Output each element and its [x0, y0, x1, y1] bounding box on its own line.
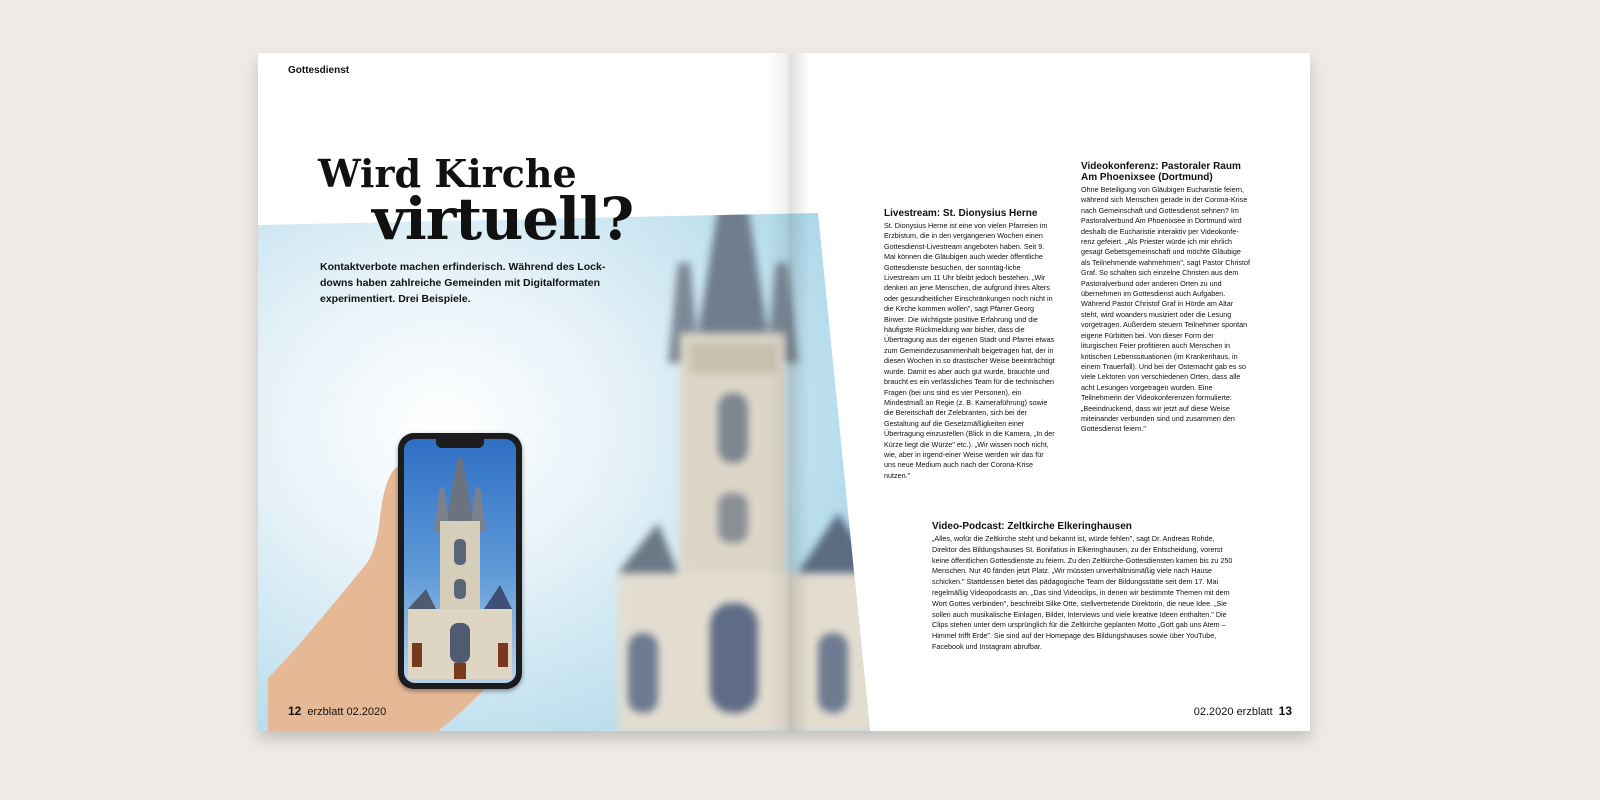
page-left: [258, 53, 784, 731]
section-label: Gottesdienst: [288, 65, 350, 76]
article-videokonferenz: [1081, 161, 1251, 435]
article-body: Ohne Beteiligung von Gläubigen Eucharistie feiern, während sich Menschen gerade in der Corona-Krise nach Gemeinschaft und Gottesdienst sehnen? Im Pastoralverbund Am Phoenixsee in Dortmund wird deshalb die Eucharistie interaktiv per Videokonfe-renz gefeiert. „Als Priester würde ich mir ehrlich gesagt Gebetsgemeinschaft und möchte Gläubige als Teilnehmende wahrnehmen", sagt Pastor Christof Graf. So schalten sich einzelne Christen aus dem Pastoralverbund oder anderen Orten zu und übernehmen im Gottesdienst auch Aufgaben. Während Pastor Christof Graf in Hörde am Altar steht, wird woanders musiziert oder die Lesung vorgetragen. Außerdem steuern Teilnehmer spontan eigene Fürbitten bei. Von dieser Form der liturgischen Feier profitieren auch Menschen in kritischen Lebenssituationen (im Krankenhaus, in einem Trauerfall). Und bei der Ostemacht gab es so viele Lektoren von verschiedenen Orten, dass alle acht Lesungen vorgetragen wurden. Eine Teilnehmerin der Videokonferenzen formulierte: „Beeindruckend, dass wir jetzt auf diese Weise miteinander verbunden sind und zusammen den Gottesdienst feiern.": [1081, 185, 1251, 434]
lead-paragraph: Kontaktverbote machen erfinderisch. Während des Lock-downs haben zahlreiche Gemeinden mit Digitalformaten experimentiert. Drei Beispiele.: [320, 261, 606, 305]
article-livestream: [884, 208, 1056, 481]
article-title: Livestream: St. Dionysius Herne: [884, 208, 1038, 219]
article-title: Videokonferenz: Pastoraler Raum Am Phoenixsee (Dortmund): [1081, 161, 1241, 183]
headline-line-2: virtuell?: [372, 185, 634, 253]
phone-notch: [436, 439, 484, 448]
headline-line-1: Wird Kirche: [318, 151, 577, 196]
article-body: „Alles, wofür die Zeltkirche steht und bekannt ist, würde fehlen", sagt Dr. Andreas Rohde, Direktor des Bildungshauses St. Bonifatius in Elkeringhausen, zu der Entscheidung, vorerst keine öffentlichen Gottesdienste zu feiern. Zu den Zeltkirche-Gottesdiensten kamen bis zu 250 Menschen. Nur 40 fänden jetzt Platz. „Wir müssten unverhältnismäßig viele nach Hause schicken." Stattdessen bietet das pädagogische Team der Bildungsstätte seit dem 17. Mai regelmäßig Videopodcasts an. „Das sind Videoclips, in denen wir bestimmte Themen mit dem Wort Gottes verbinden", beschreibt Silke Otte, stellvertretende Direktorin, die neue Idee. „Sie sollen auch musikalische Einlagen, Bilder, Interviews und viele kreative Ideen enthalten." Die Clips stehen unter dem ursprünglich für die Zeltkirche geplanten Motto „Gott gab uns Atem – Himmel trifft Erde". Sie sind auf der Homepage des Bildungshauses sowie über YouTube, Facebook und Instagram abrufbar.: [932, 534, 1233, 651]
phone-screen: [404, 439, 516, 683]
page-footer-left: [288, 704, 386, 718]
article-podcast: [932, 521, 1238, 653]
magazine-spread: [258, 53, 1310, 731]
page-number-right: 13: [1278, 704, 1292, 718]
magazine-issue-right: 02.2020 erzblatt: [1193, 706, 1273, 718]
smartphone: [398, 433, 522, 689]
magazine-issue-left: erzblatt 02.2020: [307, 706, 387, 718]
article-body: St. Dionysius Herne ist eine von vielen Pfarreien im Erzbistum, die in den vergangenen Wochen einen Gottesdienst-Livestream angeboten haben. Seit 9. Mai können die Gläubigen auch wieder öffentliche Gottesdienste besuchen, der sonntäg-liche Livestream um 11 Uhr bleibt jedoch bestehen. „Wir denken an jene Menschen, die aufgrund ihres Alters oder gesundheitlicher Einschränkungen noch nicht in die Kirche kommen wollen", sagt Pfarrer Georg Birwer. Die wichtigste positive Erfahrung und die häufigste Rückmeldung war bisher, dass die Übertragung aus der eigenen Stadt und Pfarrei etwas zum Gemeindezusammenhalt beigetragen hat, der in diesen Wochen in so drastischer Weise beeinträchtigt wurde. Damit es aber auch gut wurde, brauchte und braucht es ein verlässliches Team für die technischen Fragen (bei uns sind es vier Personen), ein Mindestmaß an Regie (z. B. Kameraführung) sowie die Bereitschaft der Zelebranten, sich bei der Gestaltung auf die Gesetzmäßigkeiten einer Übertragung einzustellen (Blick in die Kamera, „In der Kürze liegt die Würze" etc.). „Wir wissen noch nicht, wie, aber in irgend-einer Weise werden wir das für uns neue Medium auch nach der Corona-Krise nutzen.": [884, 221, 1055, 480]
page-number-left: 12: [288, 704, 302, 718]
article-title: Video-Podcast: Zeltkirche Elkeringhausen: [932, 521, 1132, 532]
page-footer-right: [1194, 704, 1292, 718]
church-photo-on-phone: [404, 439, 516, 683]
